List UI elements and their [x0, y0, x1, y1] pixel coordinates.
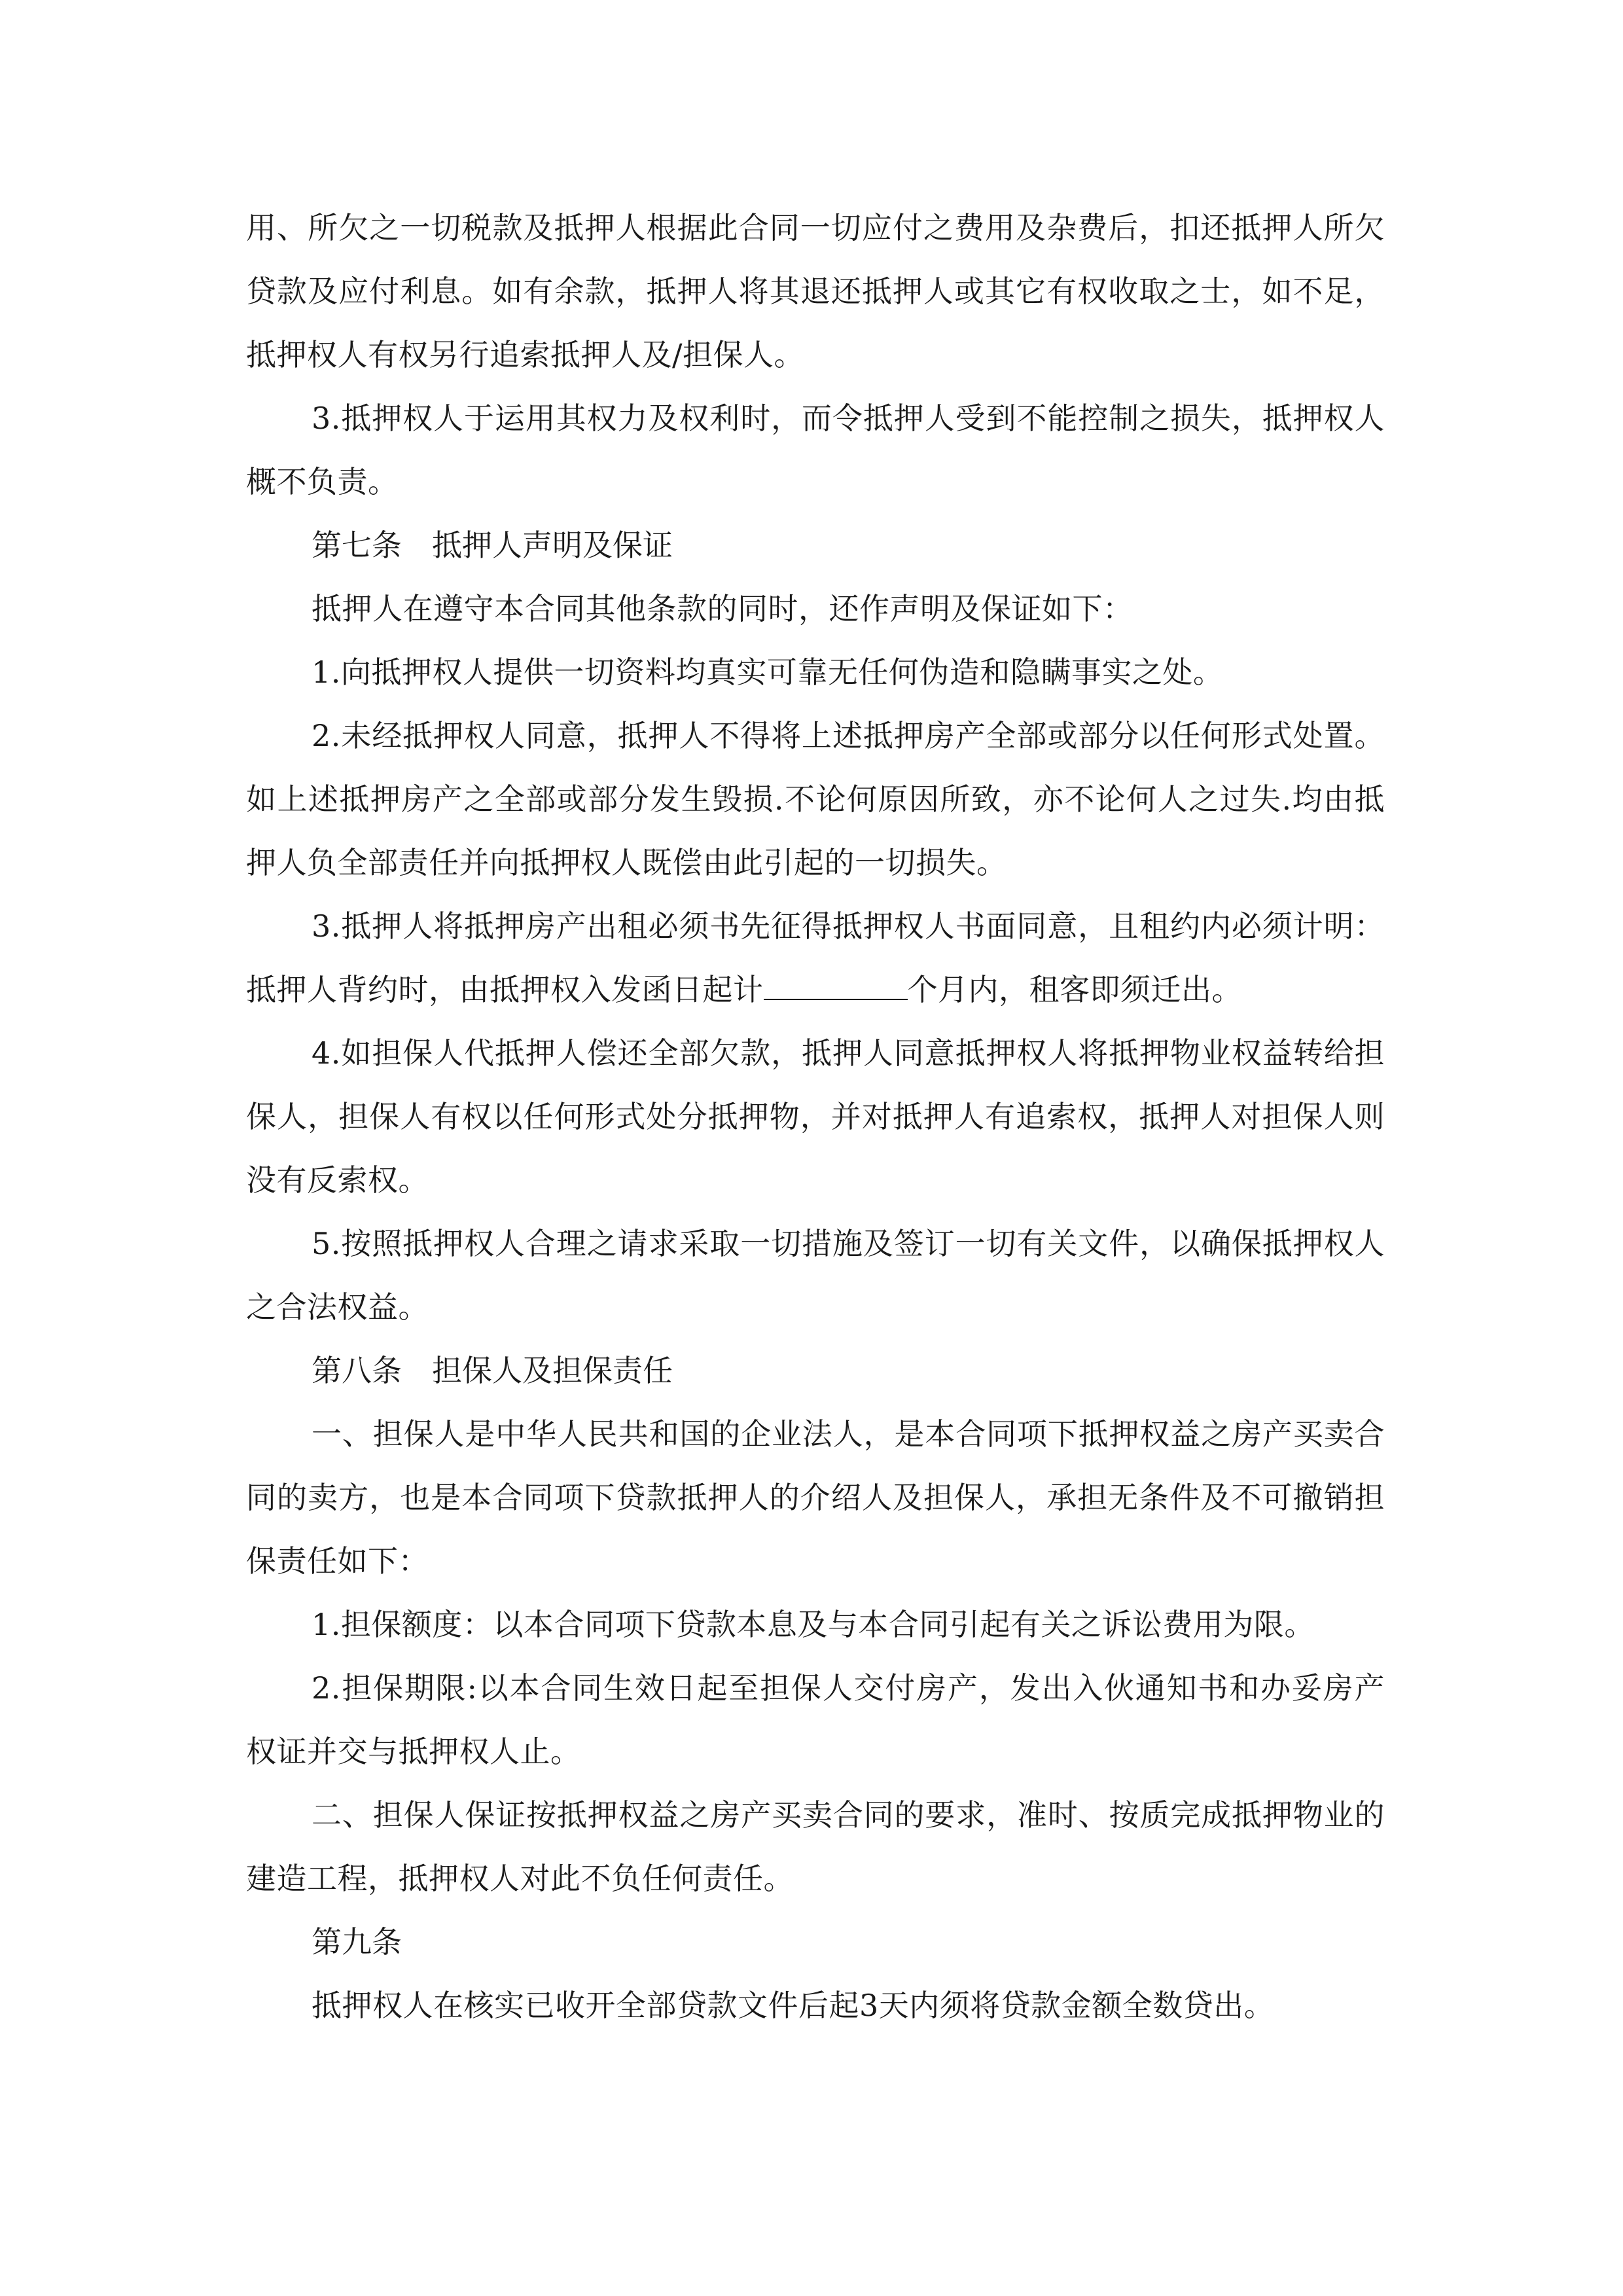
- article-7-title: 抵押人声明及保证: [432, 528, 673, 563]
- article-9-number: 第九条: [312, 1924, 402, 1960]
- paragraph-continuation: 用、所欠之一切税款及抵押人根据此合同一切应付之费用及杂费后，扣还抵押人所欠贷款及应付利息。如有余款，抵押人将其退还抵押人或其它有权收取之士，如不足，抵押权人有权另行追索抵押人及/担保人。: [246, 210, 1385, 372]
- article-7-item-3-text-after: 个月内，租客即须迁出。: [907, 972, 1242, 1007]
- article-7-item-5: 5.按照抵押权人合理之请求采取一切措施及签订一切有关文件，以确保抵押权人之合法权益。: [246, 1226, 1385, 1325]
- article-7-item-3-text-before: 3.抵押人将抵押房产出租必须书先征得抵押权人书面同意，且租约内必须计明：抵押人背约时，由抵押权入发函日起计: [246, 908, 1385, 1007]
- article-8-item-1: 1.担保额度：以本合同项下贷款本息及与本合同引起有关之诉讼费用为限。: [312, 1607, 1315, 1642]
- clause-3-disclaimer: 3.抵押权人于运用其权力及权利时，而令抵押人受到不能控制之损失，抵押权人概不负责。: [246, 401, 1385, 499]
- article-9-heading: [246, 1910, 1385, 1974]
- article-7-item-1: 1.向抵押权人提供一切资料均真实可靠无任何伪造和隐瞒事实之处。: [312, 655, 1224, 690]
- article-8-title: 担保人及担保责任: [432, 1353, 673, 1388]
- article-8-heading: [246, 1339, 1385, 1403]
- article-7-item-3: [246, 895, 1385, 1022]
- months-blank-field[interactable]: [764, 973, 908, 1000]
- article-7-intro: 抵押人在遵守本合同其他条款的同时，还作声明及保证如下：: [312, 591, 1133, 626]
- article-8-part-2: 二、担保人保证按抵押权益之房产买卖合同的要求，准时、按质完成抵押物业的建造工程，抵押权人对此不负任何责任。: [246, 1797, 1385, 1896]
- article-7-number: 第七条: [312, 528, 402, 563]
- article-8-number: 第八条: [312, 1353, 402, 1388]
- article-8-part-1: 一、担保人是中华人民共和国的企业法人，是本合同项下抵押权益之房产买卖合同的卖方，也是本合同项下贷款抵押人的介绍人及担保人，承担无条件及不可撤销担保责任如下：: [246, 1416, 1385, 1579]
- article-7-heading: [246, 514, 1385, 577]
- article-8-item-2: 2.担保期限:以本合同生效日起至担保人交付房产，发出入伙通知书和办妥房产权证并交与抵押权人止。: [246, 1670, 1385, 1769]
- article-7-item-2: 2.未经抵押权人同意，抵押人不得将上述抵押房产全部或部分以任何形式处置。如上述抵押房产之全部或部分发生毁损.不论何原因所致，亦不论何人之过失.均由抵押人负全部责任并向抵押权人既偿由此引起的一切损失。: [246, 718, 1385, 880]
- article-9-text: 抵押权人在核实已收开全部贷款文件后起3天内须将贷款金额全数贷出。: [312, 1988, 1275, 2023]
- document-body: [246, 196, 1385, 2037]
- article-7-item-4: 4.如担保人代抵押人偿还全部欠款，抵押人同意抵押权人将抵押物业权益转给担保人，担保人有权以任何形式处分抵押物，并对抵押人有追索权，抵押人对担保人则没有反索权。: [246, 1035, 1385, 1198]
